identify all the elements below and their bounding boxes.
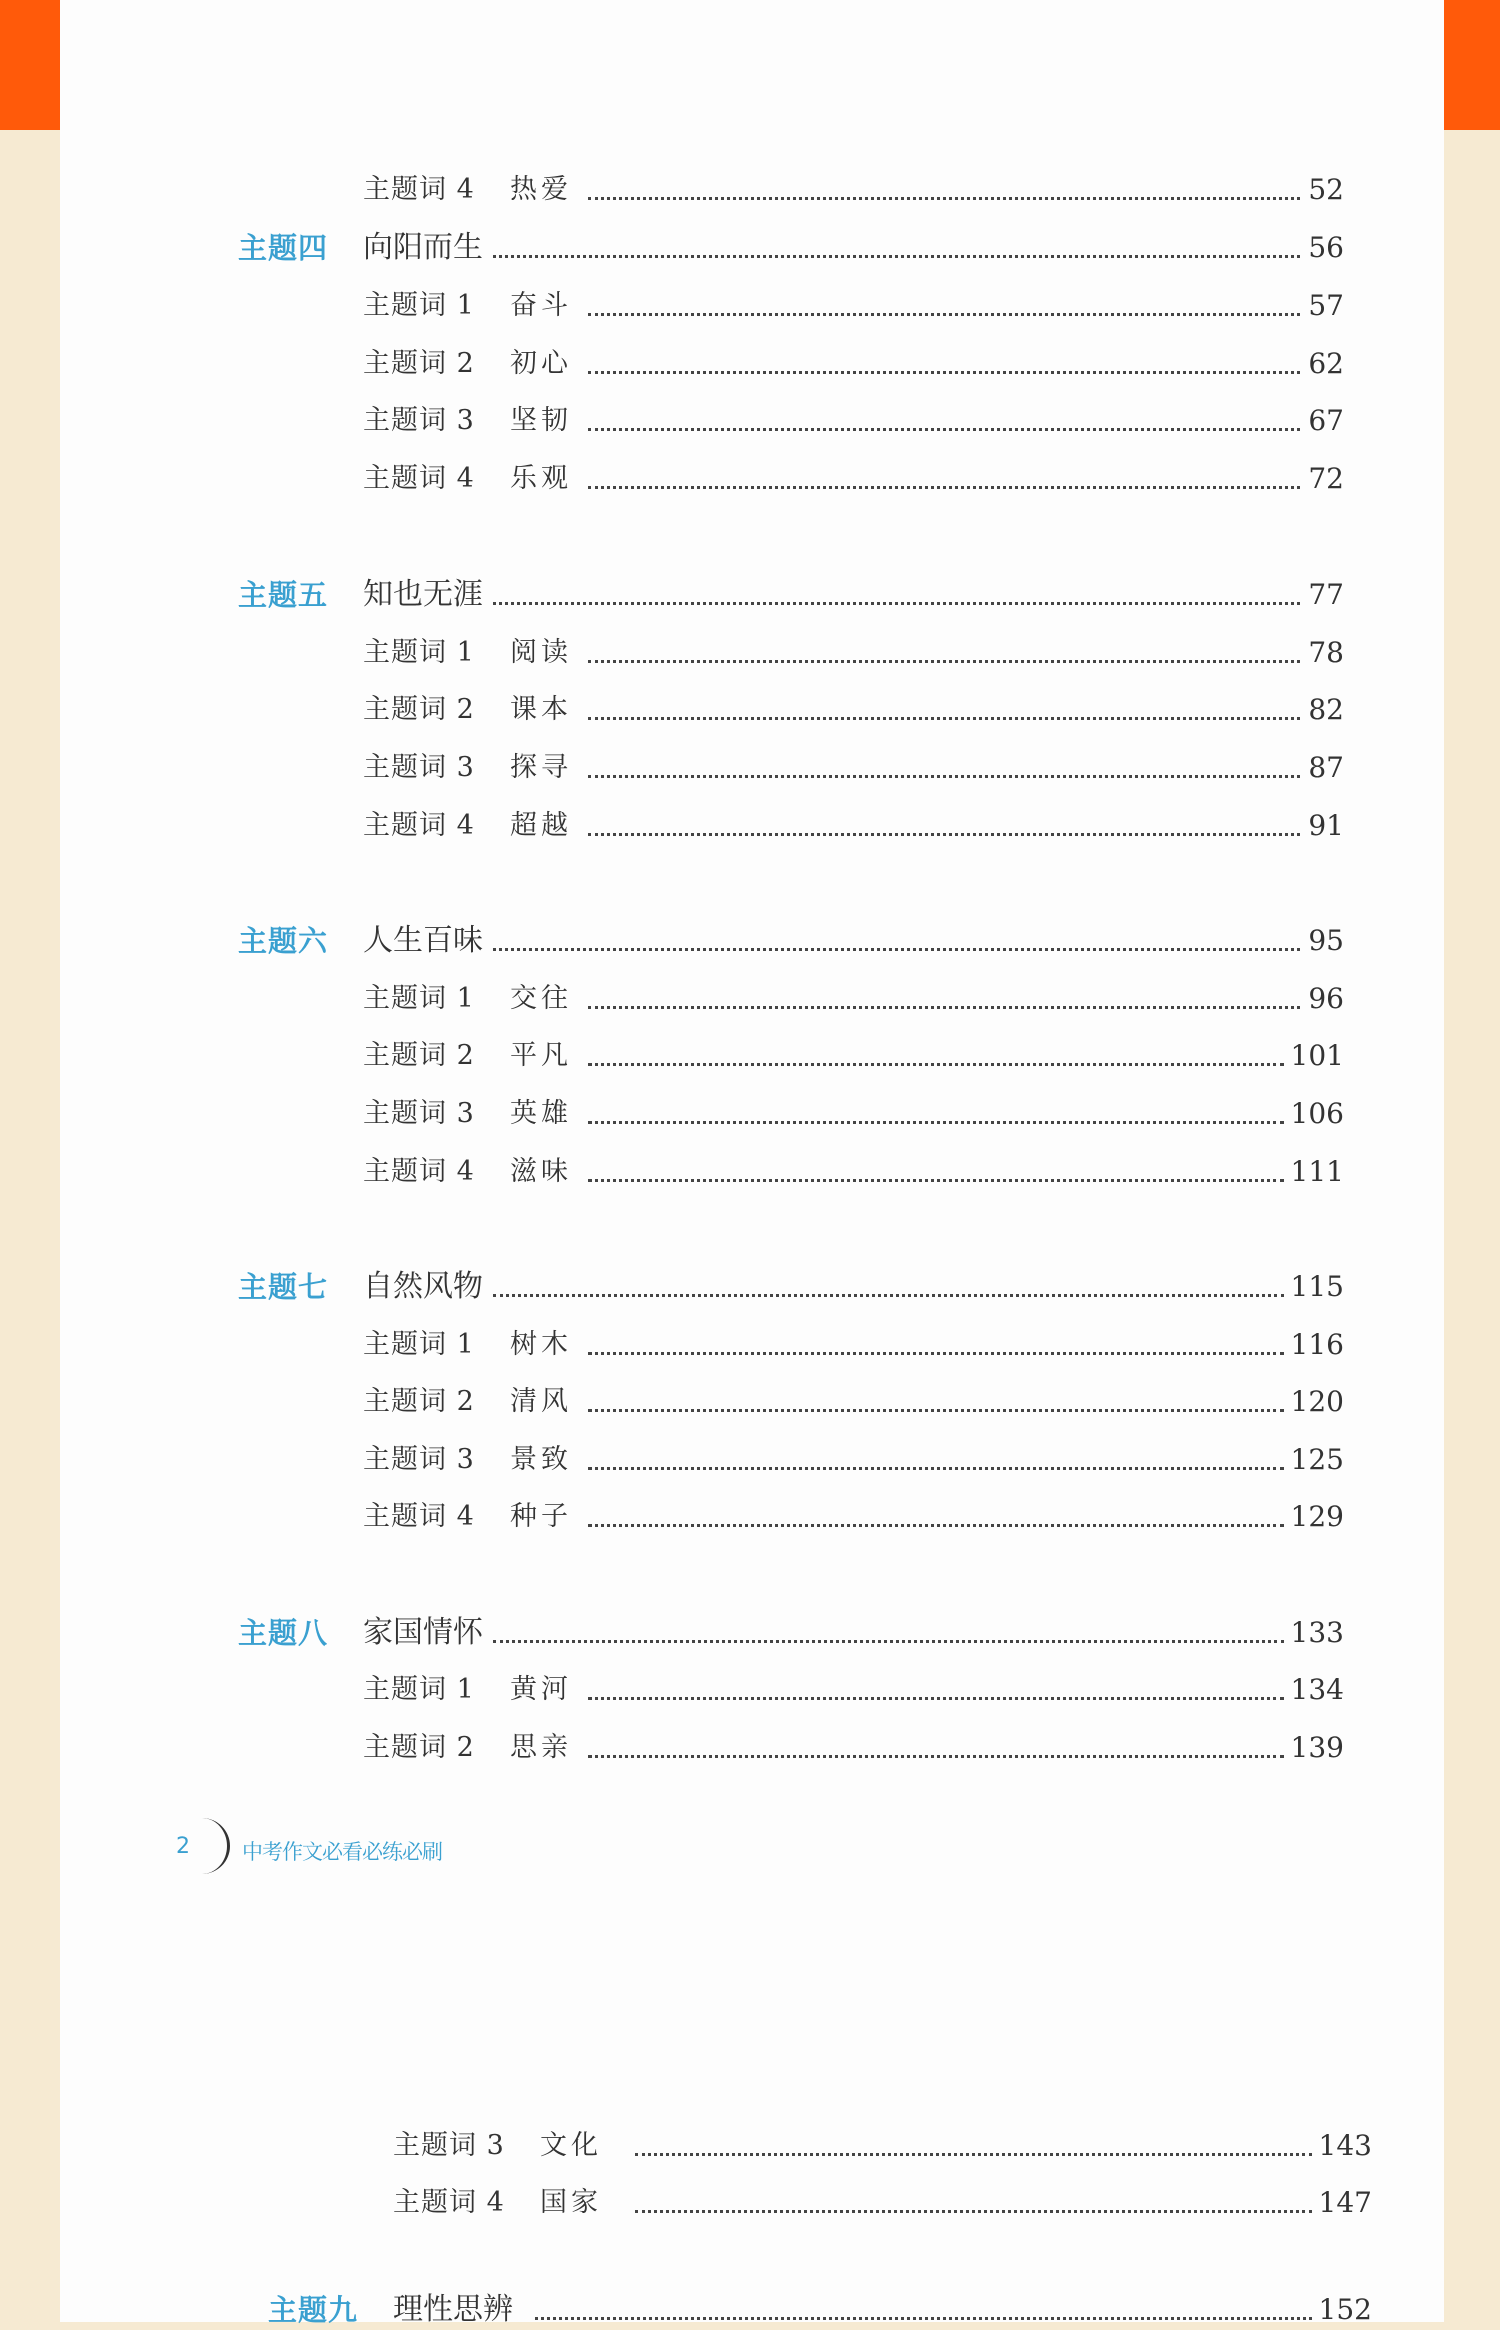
subtheme-word: 清风: [510, 1386, 572, 1417]
page-number: 62: [1308, 347, 1344, 380]
dot-leader: [493, 1640, 1284, 1643]
subtheme-word: 景致: [510, 1444, 572, 1475]
theme-title: 自然风物: [363, 1269, 483, 1304]
page-number: 129: [1290, 1500, 1344, 1533]
page-number: 52: [1308, 173, 1344, 206]
dot-leader: [588, 1121, 1284, 1124]
subtheme-word: 初心: [510, 348, 572, 379]
theme-number-label: 主题六: [238, 924, 329, 958]
book-page: [60, 0, 1444, 2327]
toc-subentry-row[interactable]: [60, 1036, 1444, 1076]
subtheme-number-label: 主题词 4: [363, 1156, 475, 1187]
subtheme-number-label: 主题词 4: [393, 2187, 505, 2218]
dot-leader: [588, 1467, 1284, 1470]
dot-leader: [588, 775, 1300, 778]
theme-title: 家国情怀: [363, 1615, 483, 1650]
toc-subentry-row[interactable]: [60, 344, 1444, 384]
toc-theme-row[interactable]: [60, 1267, 1444, 1307]
theme-number-label: 主题七: [238, 1270, 329, 1304]
page-number: 147: [1318, 2186, 1372, 2219]
subtheme-number-label: 主题词 4: [363, 463, 475, 494]
toc-subentry-row[interactable]: [60, 1728, 1444, 1768]
toc-subentry-row[interactable]: [60, 401, 1444, 441]
page-number: 82: [1308, 693, 1344, 726]
dot-leader: [635, 2153, 1312, 2156]
page-number: 72: [1308, 462, 1344, 495]
dot-leader: [588, 486, 1300, 489]
orange-corner-tab-left: [0, 0, 60, 130]
subtheme-number-label: 主题词 2: [363, 1732, 475, 1763]
subtheme-number-label: 主题词 4: [363, 174, 475, 205]
subtheme-word: 交往: [510, 983, 572, 1014]
subtheme-number-label: 主题词 2: [363, 1040, 475, 1071]
subtheme-number-label: 主题词 1: [363, 1674, 475, 1705]
toc-theme-row[interactable]: [60, 228, 1444, 268]
subtheme-number-label: 主题词 3: [363, 405, 475, 436]
dot-leader: [588, 1409, 1284, 1412]
page-number: 116: [1290, 1328, 1344, 1361]
toc-theme-row[interactable]: [60, 2290, 1444, 2330]
toc-theme-row[interactable]: [60, 921, 1444, 961]
page-number: 111: [1290, 1155, 1344, 1188]
dot-leader: [588, 1352, 1284, 1355]
toc-subentry-row[interactable]: [60, 1670, 1444, 1710]
subtheme-number-label: 主题词 3: [363, 1098, 475, 1129]
dot-leader: [493, 602, 1300, 605]
toc-subentry-row[interactable]: [60, 1497, 1444, 1537]
dot-leader: [493, 948, 1300, 951]
subtheme-number-label: 主题词 2: [363, 1386, 475, 1417]
page-number: 96: [1308, 982, 1344, 1015]
dot-leader: [588, 371, 1300, 374]
subtheme-word: 黄河: [510, 1674, 572, 1705]
page-number: 77: [1308, 578, 1344, 611]
subtheme-word: 思亲: [510, 1732, 572, 1763]
toc-subentry-row[interactable]: [60, 1382, 1444, 1422]
page-number: 67: [1308, 404, 1344, 437]
page-number: 101: [1290, 1039, 1344, 1072]
page-number: 78: [1308, 636, 1344, 669]
toc-subentry-row[interactable]: [60, 2183, 1444, 2223]
toc-subentry-row[interactable]: [60, 748, 1444, 788]
toc-subentry-row[interactable]: [60, 170, 1444, 210]
toc-subentry-row[interactable]: [60, 806, 1444, 846]
footer-page-number: 2: [176, 1834, 190, 1859]
theme-title: 向阳而生: [363, 230, 483, 265]
dot-leader: [588, 1063, 1284, 1066]
toc-subentry-row[interactable]: [60, 1325, 1444, 1365]
page-number: 120: [1290, 1385, 1344, 1418]
subtheme-word: 课本: [510, 694, 572, 725]
page-number: 57: [1308, 289, 1344, 322]
subtheme-word: 阅读: [510, 637, 572, 668]
page-number: 139: [1290, 1731, 1344, 1764]
subtheme-word: 超越: [510, 810, 572, 841]
page-number: 125: [1290, 1443, 1344, 1476]
subtheme-number-label: 主题词 1: [363, 290, 475, 321]
subtheme-word: 平凡: [510, 1040, 572, 1071]
subtheme-number-label: 主题词 2: [363, 694, 475, 725]
dot-leader: [588, 1755, 1284, 1758]
dot-leader: [493, 1294, 1284, 1297]
page-number: 87: [1308, 751, 1344, 784]
subtheme-word: 滋味: [510, 1156, 572, 1187]
subtheme-word: 种子: [510, 1501, 572, 1532]
page-number: 56: [1308, 231, 1344, 264]
subtheme-word: 乐观: [510, 463, 572, 494]
footer-book-title: 中考作文必看必练必刷: [242, 1840, 442, 1864]
toc-subentry-row[interactable]: [60, 459, 1444, 499]
subtheme-number-label: 主题词 4: [363, 810, 475, 841]
subtheme-number-label: 主题词 1: [363, 1329, 475, 1360]
toc-subentry-row[interactable]: [60, 2126, 1444, 2166]
toc-subentry-row[interactable]: [60, 979, 1444, 1019]
footer-bracket-decoration: [197, 1818, 230, 1874]
page-number: 106: [1290, 1097, 1344, 1130]
dot-leader: [588, 660, 1300, 663]
page-number: 95: [1308, 924, 1344, 957]
page-number: 152: [1318, 2293, 1372, 2326]
toc-subentry-row[interactable]: [60, 1440, 1444, 1480]
theme-number-label: 主题九: [268, 2293, 359, 2327]
toc-subentry-row[interactable]: [60, 690, 1444, 730]
subtheme-word: 热爱: [510, 174, 572, 205]
subtheme-number-label: 主题词 4: [363, 1501, 475, 1532]
page-number: 115: [1290, 1270, 1344, 1303]
theme-number-label: 主题四: [238, 231, 329, 265]
orange-corner-tab-right: [1440, 0, 1500, 130]
toc-theme-row[interactable]: [60, 575, 1444, 615]
subtheme-word: 英雄: [510, 1098, 572, 1129]
dot-leader: [588, 1179, 1284, 1182]
subtheme-number-label: 主题词 2: [363, 348, 475, 379]
toc-subentry-row[interactable]: [60, 1152, 1444, 1192]
subtheme-number-label: 主题词 1: [363, 983, 475, 1014]
page-number: 133: [1290, 1616, 1344, 1649]
toc-subentry-row[interactable]: [60, 286, 1444, 326]
theme-title: 知也无涯: [363, 577, 483, 612]
subtheme-word: 国家: [540, 2187, 602, 2218]
subtheme-word: 文化: [540, 2130, 602, 2161]
dot-leader: [635, 2210, 1312, 2213]
subtheme-word: 探寻: [510, 752, 572, 783]
subtheme-word: 坚韧: [510, 405, 572, 436]
dot-leader: [588, 1524, 1284, 1527]
dot-leader: [588, 313, 1300, 316]
page-number: 143: [1318, 2129, 1372, 2162]
theme-number-label: 主题五: [238, 578, 329, 612]
dot-leader: [588, 1006, 1300, 1009]
subtheme-word: 奋斗: [510, 290, 572, 321]
toc-subentry-row[interactable]: [60, 1094, 1444, 1134]
theme-title: 人生百味: [363, 923, 483, 958]
dot-leader: [535, 2317, 1312, 2320]
dot-leader: [588, 197, 1300, 200]
dot-leader: [588, 833, 1300, 836]
dot-leader: [588, 1697, 1284, 1700]
subtheme-number-label: 主题词 1: [363, 637, 475, 668]
dot-leader: [493, 255, 1300, 258]
toc-theme-row[interactable]: [60, 1613, 1444, 1653]
page-number: 91: [1308, 809, 1344, 842]
subtheme-word: 树木: [510, 1329, 572, 1360]
subtheme-number-label: 主题词 3: [393, 2130, 505, 2161]
subtheme-number-label: 主题词 3: [363, 752, 475, 783]
subtheme-number-label: 主题词 3: [363, 1444, 475, 1475]
toc-subentry-row[interactable]: [60, 633, 1444, 673]
dot-leader: [588, 428, 1300, 431]
dot-leader: [588, 717, 1300, 720]
theme-title: 理性思辨: [393, 2292, 513, 2327]
theme-number-label: 主题八: [238, 1616, 329, 1650]
page-number: 134: [1290, 1673, 1344, 1706]
